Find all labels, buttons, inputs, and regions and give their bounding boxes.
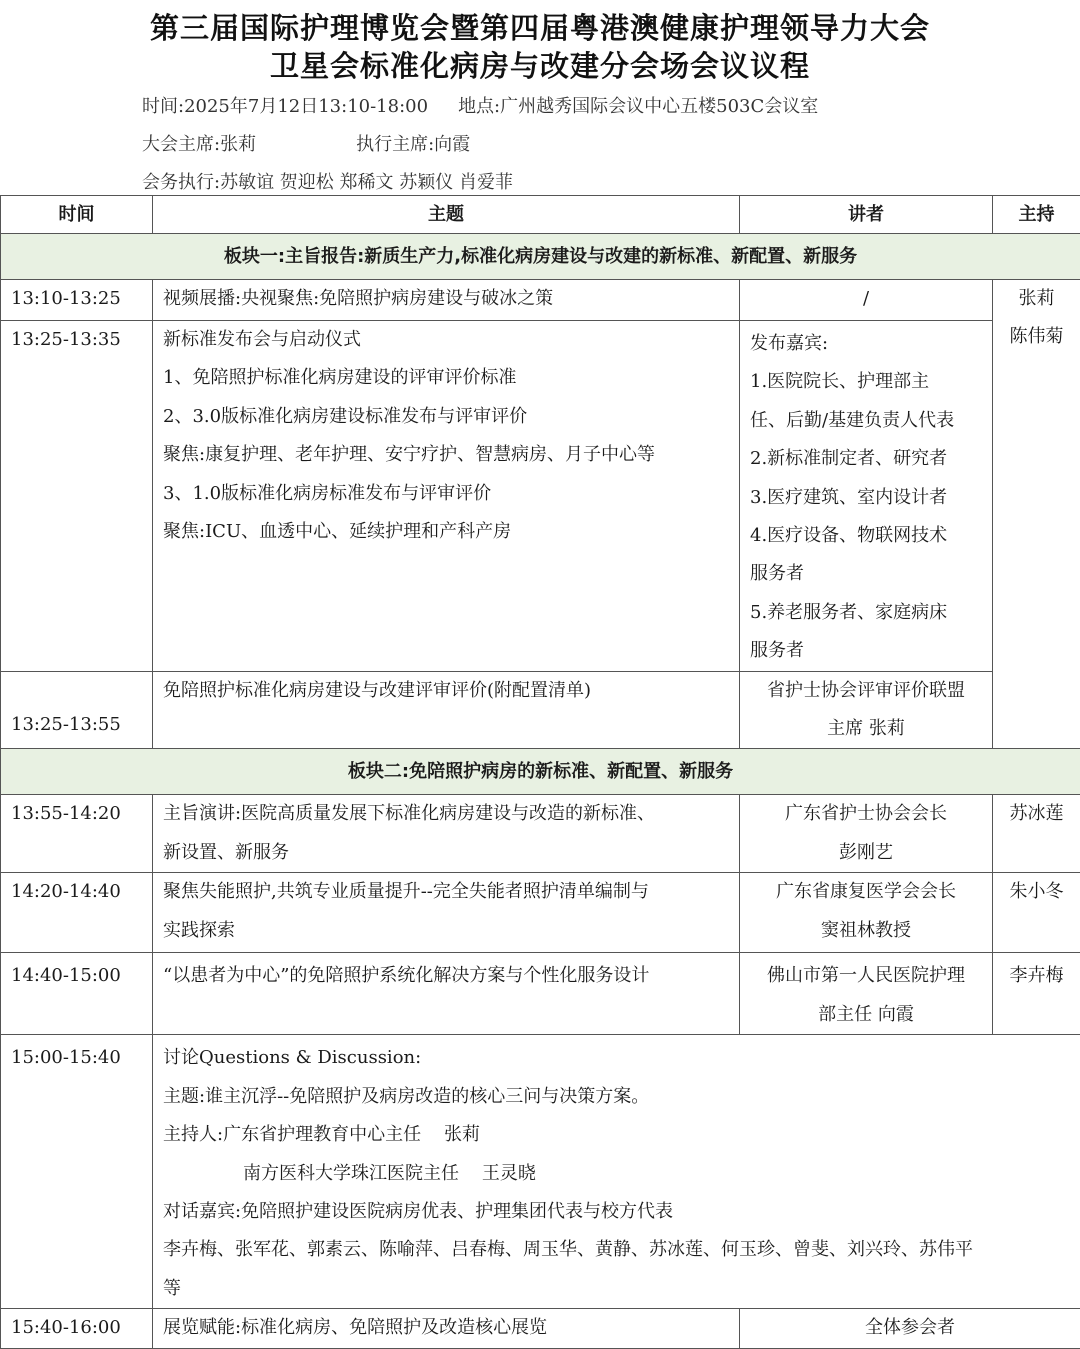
table-row bbox=[1, 280, 1080, 321]
time-cell: 15:40-16:00 bbox=[1, 1309, 153, 1349]
page-title-line2: 卫星会标准化病房与改建分会场会议议程 bbox=[0, 44, 1080, 85]
topic-line: 新标准发布会与启动仪式 bbox=[163, 321, 729, 359]
topic-line: 展览赋能:标准化病房、免陪照护及改造核心展览 bbox=[163, 1309, 729, 1347]
speaker-line: 全体参会者 bbox=[750, 1309, 1070, 1347]
topic-line: 实践探索 bbox=[163, 912, 729, 950]
header-topic: 主题 bbox=[153, 196, 740, 234]
topic-line: 主题:谁主沉浮--免陪照护及病房改造的核心三问与决策方案。 bbox=[163, 1078, 1070, 1116]
topic-line: 1、免陪照护标准化病房建设的评审评价标准 bbox=[163, 359, 729, 397]
speaker-line: 窦祖林教授 bbox=[750, 912, 982, 950]
speaker-line: 服务者 bbox=[750, 632, 982, 670]
conference-chair: 大会主席:张莉 bbox=[142, 134, 256, 155]
topic-cell bbox=[153, 280, 740, 321]
speaker-cell bbox=[740, 795, 993, 873]
topic-line: 免陪照护标准化病房建设与改建评审评价(附配置清单) bbox=[163, 672, 729, 710]
header-time: 时间 bbox=[1, 196, 153, 234]
meeting-location: 地点:广州越秀国际会议中心五楼503C会议室 bbox=[458, 96, 818, 117]
table-row bbox=[1, 671, 1080, 749]
topic-cell bbox=[153, 671, 740, 749]
host-line: 张莉 bbox=[1003, 280, 1070, 318]
header-host: 主持 bbox=[993, 196, 1080, 234]
speaker-cell bbox=[740, 280, 993, 321]
speaker-line: 2.新标准制定者、研究者 bbox=[750, 440, 982, 478]
speaker-line: 1.医院院长、护理部主 bbox=[750, 363, 982, 401]
host-line: 陈伟菊 bbox=[1003, 318, 1070, 356]
header-speaker: 讲者 bbox=[740, 196, 993, 234]
topic-line: 新设置、新服务 bbox=[163, 834, 729, 872]
host-cell: 苏冰莲 bbox=[993, 795, 1080, 873]
meta-chairs bbox=[142, 130, 470, 156]
speaker-line: 省护士协会评审评价联盟 bbox=[750, 672, 982, 710]
section-title-1: 板块一:主旨报告:新质生产力,标准化病房建设与改建的新标准、新配置、新服务 bbox=[1, 234, 1080, 280]
topic-line: “以患者为中心”的免陪照护系统化解决方案与个性化服务设计 bbox=[163, 957, 729, 995]
table-row bbox=[1, 873, 1080, 953]
topic-line: 2、3.0版标准化病房建设标准发布与评审评价 bbox=[163, 398, 729, 436]
table-row bbox=[1, 1035, 1080, 1309]
speaker-line: 服务者 bbox=[750, 555, 982, 593]
topic-line: 3、1.0版标准化病房标准发布与评审评价 bbox=[163, 475, 729, 513]
topic-line: 对话嘉宾:免陪照护建设医院病房优表、护理集团代表与校方代表 bbox=[163, 1193, 1070, 1231]
topic-line: 聚焦:康复护理、老年护理、安宁疗护、智慧病房、月子中心等 bbox=[163, 436, 729, 474]
speaker-line: 3.医疗建筑、室内设计者 bbox=[750, 479, 982, 517]
host-cell: 李卉梅 bbox=[993, 953, 1080, 1035]
discussion-cell bbox=[153, 1035, 1080, 1309]
topic-line: 讨论Questions & Discussion: bbox=[163, 1039, 1070, 1077]
topic-line: 南方医科大学珠江医院主任 王灵晓 bbox=[163, 1155, 1070, 1193]
page-title-line1: 第三届国际护理博览会暨第四届粤港澳健康护理领导力大会 bbox=[0, 6, 1080, 47]
topic-cell bbox=[153, 795, 740, 873]
speaker-line: / bbox=[750, 280, 982, 318]
meeting-staff: 会务执行:苏敏谊 贺迎松 郑稀文 苏颖仪 肖爱菲 bbox=[142, 168, 513, 194]
time-cell: 15:00-15:40 bbox=[1, 1035, 153, 1309]
topic-line: 视频展播:央视聚焦:免陪照护病房建设与破冰之策 bbox=[163, 280, 729, 318]
time-cell: 13:25-13:35 bbox=[1, 321, 153, 672]
speaker-line: 主席 张莉 bbox=[750, 710, 982, 748]
time-cell: 14:20-14:40 bbox=[1, 873, 153, 953]
time-cell: 14:40-15:00 bbox=[1, 953, 153, 1035]
topic-cell bbox=[153, 321, 740, 672]
topic-cell bbox=[153, 953, 740, 1035]
topic-line: 主旨演讲:医院高质量发展下标准化病房建设与改造的新标准、 bbox=[163, 795, 729, 833]
speaker-line: 5.养老服务者、家庭病床 bbox=[750, 594, 982, 632]
speaker-line: 广东省护士协会会长 bbox=[750, 795, 982, 833]
topic-cell bbox=[153, 873, 740, 953]
table-row bbox=[1, 795, 1080, 873]
speaker-line: 彭刚艺 bbox=[750, 834, 982, 872]
section-row-1 bbox=[1, 234, 1080, 280]
speaker-line: 4.医疗设备、物联网技术 bbox=[750, 517, 982, 555]
speaker-cell bbox=[740, 321, 993, 672]
host-cell: 朱小冬 bbox=[993, 873, 1080, 953]
topic-line: 等 bbox=[163, 1270, 1070, 1308]
table-header-row bbox=[1, 196, 1080, 234]
table-row bbox=[1, 321, 1080, 672]
speaker-line: 任、后勤/基建负责人代表 bbox=[750, 402, 982, 440]
speaker-cell bbox=[740, 953, 993, 1035]
topic-line: 聚焦:ICU、血透中心、延续护理和产科产房 bbox=[163, 513, 729, 551]
speaker-line: 佛山市第一人民医院护理 bbox=[750, 957, 982, 995]
time-text: 13:25-13:55 bbox=[11, 714, 121, 735]
section-row-2 bbox=[1, 749, 1080, 795]
topic-line: 聚焦失能照护,共筑专业质量提升--完全失能者照护清单编制与 bbox=[163, 873, 729, 911]
executive-chair: 执行主席:向霞 bbox=[356, 134, 470, 155]
time-cell bbox=[1, 671, 153, 749]
speaker-line: 部主任 向霞 bbox=[750, 996, 982, 1034]
topic-line: 李卉梅、张军花、郭素云、陈喻萍、吕春梅、周玉华、黄静、苏冰莲、何玉珍、曾斐、刘兴玲、苏伟平 bbox=[163, 1231, 1070, 1269]
speaker-cell bbox=[740, 671, 993, 749]
time-cell: 13:55-14:20 bbox=[1, 795, 153, 873]
speaker-line: 发布嘉宾: bbox=[750, 325, 982, 363]
meta-time-location bbox=[142, 92, 818, 118]
topic-line: 主持人:广东省护理教育中心主任 张莉 bbox=[163, 1116, 1070, 1154]
speaker-line: 广东省康复医学会会长 bbox=[750, 873, 982, 911]
host-cell-block1 bbox=[993, 280, 1080, 749]
table-row bbox=[1, 953, 1080, 1035]
section-title-2: 板块二:免陪照护病房的新标准、新配置、新服务 bbox=[1, 749, 1080, 795]
meeting-time: 时间:2025年7月12日13:10-18:00 bbox=[142, 96, 428, 117]
speaker-cell bbox=[740, 873, 993, 953]
agenda-table bbox=[0, 195, 1080, 1349]
time-cell: 13:10-13:25 bbox=[1, 280, 153, 321]
